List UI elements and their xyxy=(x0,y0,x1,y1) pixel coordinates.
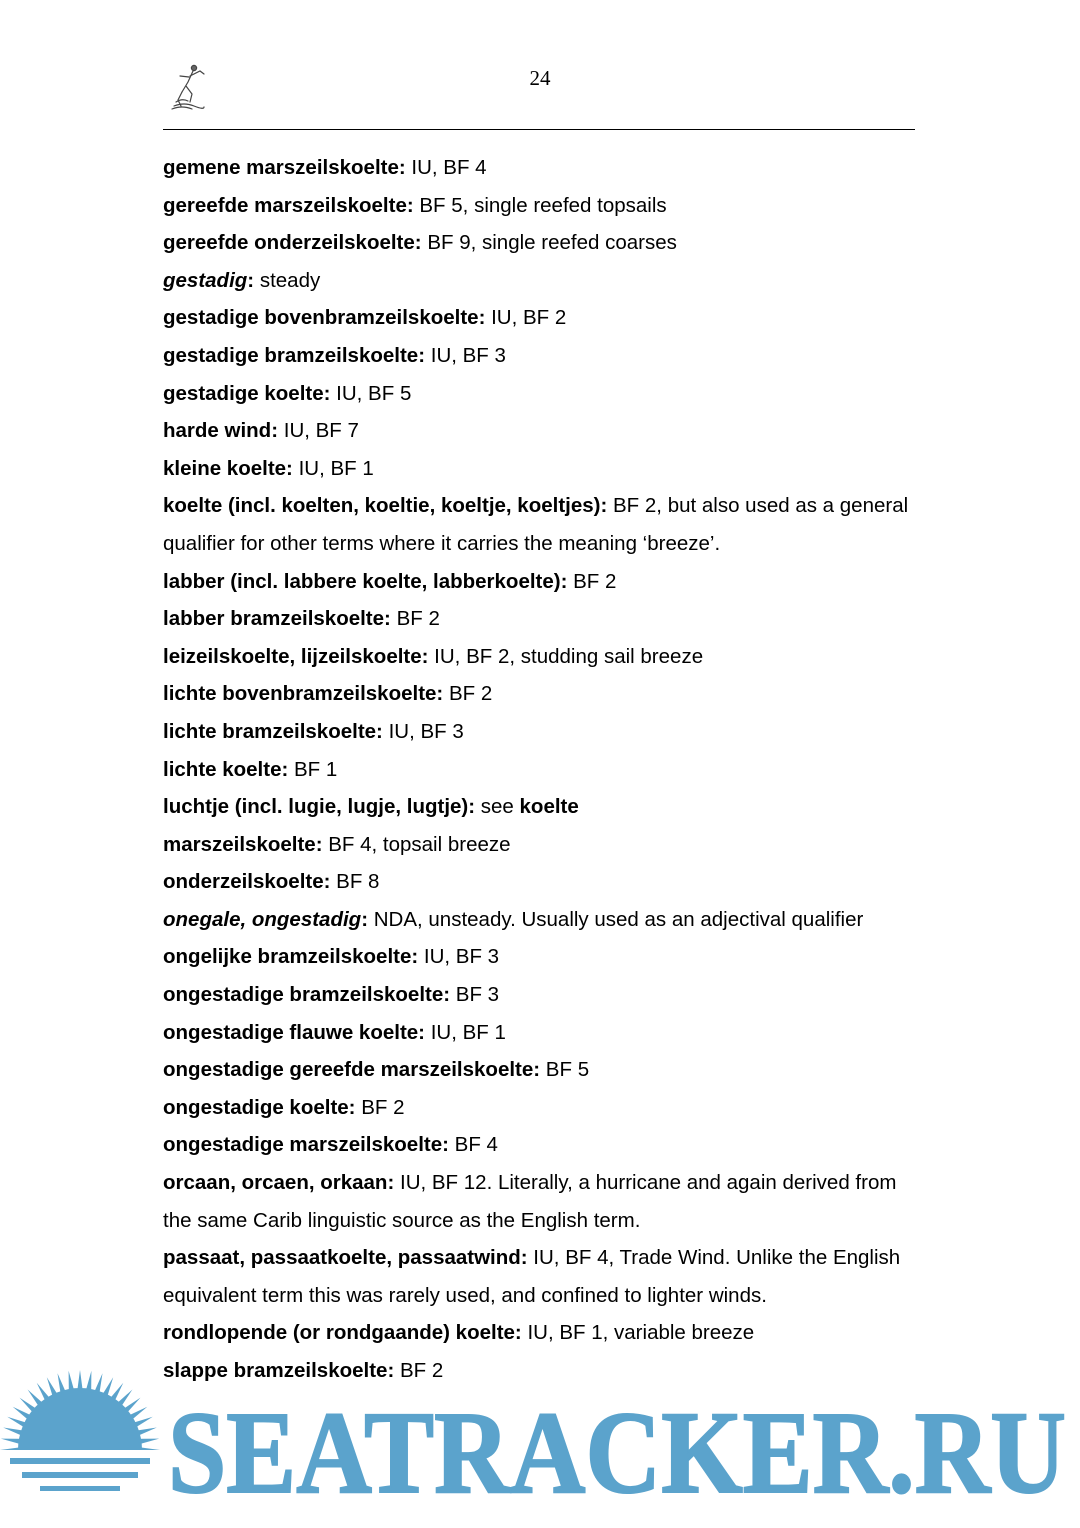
list-item xyxy=(163,1014,923,1052)
entry-description: IU, BF 1 xyxy=(425,1020,506,1044)
entry-term: labber bramzeilskoelte: xyxy=(163,607,391,631)
entry-term: orcaan, orcaen, orkaan: xyxy=(163,1171,395,1195)
entry-description: IU, BF 4, Trade Wind. Unlike the English equivalent term this was rarely used, and confined to lighter winds. xyxy=(163,1246,901,1307)
entry-description: IU, BF 12. Literally, a hurricane and again derived from the same Carib linguistic source as the English term. xyxy=(163,1171,897,1232)
entry-term: ongestadige flauwe koelte: xyxy=(163,1020,425,1044)
entry-description: BF 2, but also used as a general qualifier for other terms where it carries the meaning ‘breeze’. xyxy=(163,494,909,555)
list-item xyxy=(163,487,923,562)
entry-description: BF 2 xyxy=(443,682,493,706)
entry-description: BF 8 xyxy=(330,870,380,894)
entry-description: IU, BF 3 xyxy=(382,719,464,743)
entry-colon: : xyxy=(247,268,255,292)
entry-term: koelte (incl. koelten, koeltie, koeltje, koeltjes): xyxy=(163,494,608,518)
entry-colon: : xyxy=(361,907,369,931)
entry-term: onderzeilskoelte: xyxy=(163,870,331,894)
list-item xyxy=(163,1164,923,1239)
entry-term: ongelijke bramzeilskoelte: xyxy=(163,945,419,969)
watermark-banner xyxy=(0,1368,1080,1528)
sun-disc xyxy=(18,1388,142,1450)
entry-term: gereefde marszeilskoelte: xyxy=(163,193,414,217)
entry-term: marszeilskoelte: xyxy=(163,832,323,856)
entry-term: passaat, passaatkoelte, passaatwind: xyxy=(163,1246,528,1270)
entry-description: BF 3 xyxy=(450,983,500,1007)
entry-description: BF 1 xyxy=(288,757,338,781)
entry-description: IU, BF 2, studding sail breeze xyxy=(428,644,704,668)
entry-term: leizeilskoelte, lijzeilskoelte: xyxy=(163,644,429,668)
entry-term: lichte bramzeilskoelte: xyxy=(163,719,383,743)
list-item xyxy=(163,187,923,225)
entry-term: slappe bramzeilskoelte: xyxy=(163,1359,395,1382)
entry-description: BF 4 xyxy=(448,1133,498,1157)
entry-term: gestadig xyxy=(163,268,248,292)
list-item xyxy=(163,149,923,187)
header-rule xyxy=(163,129,915,130)
entry-description: BF 4, topsail breeze xyxy=(322,832,511,856)
list-item xyxy=(163,901,923,939)
entry-description: see xyxy=(475,795,520,819)
sea-line-1 xyxy=(10,1458,150,1464)
entry-description: IU, BF 7 xyxy=(278,419,359,443)
entry-term: gestadige koelte: xyxy=(163,381,331,405)
entry-description: BF 2 xyxy=(355,1095,405,1119)
list-item xyxy=(163,1126,923,1164)
entry-term: labber (incl. labbere koelte, labberkoelte): xyxy=(163,569,568,593)
list-item xyxy=(163,224,923,262)
list-item xyxy=(163,713,923,751)
entry-description: BF 5 xyxy=(540,1058,590,1082)
entry-description: IU, BF 2 xyxy=(485,306,567,330)
list-item xyxy=(163,1239,923,1314)
entry-description: steady xyxy=(254,268,321,292)
entry-description: IU, BF 5 xyxy=(330,381,412,405)
list-item xyxy=(163,262,923,300)
page-number: 24 xyxy=(529,66,551,90)
entry-term: ongestadige gereefde marszeilskoelte: xyxy=(163,1058,541,1082)
entry-term: gestadige bramzeilskoelte: xyxy=(163,343,426,367)
entry-term: gereefde onderzeilskoelte: xyxy=(163,231,422,255)
entry-term: ongestadige koelte: xyxy=(163,1095,356,1119)
entry-term: ongestadige bramzeilskoelte: xyxy=(163,983,451,1007)
list-item xyxy=(163,976,923,1014)
list-item xyxy=(163,600,923,638)
entry-description: IU, BF 4 xyxy=(405,156,487,179)
sea-line-2 xyxy=(22,1472,138,1478)
list-item xyxy=(163,299,923,337)
entry-description: IU, BF 3 xyxy=(418,945,500,969)
cross-reference: koelte xyxy=(519,795,579,819)
entry-description: IU, BF 1 xyxy=(292,456,374,480)
entry-description: BF 2 xyxy=(390,607,440,631)
entry-term: ongestadige marszeilskoelte: xyxy=(163,1133,449,1157)
list-item xyxy=(163,751,923,789)
entry-description: BF 9, single reefed coarses xyxy=(421,231,677,255)
sun-icon xyxy=(0,1370,160,1491)
list-item xyxy=(163,375,923,413)
entry-description: IU, BF 1, variable breeze xyxy=(521,1321,755,1345)
list-item xyxy=(163,938,923,976)
entry-term: onegale, ongestadig xyxy=(163,907,362,931)
list-item xyxy=(163,863,923,901)
list-item xyxy=(163,412,923,450)
entry-term: luchtje (incl. lugie, lugje, lugtje): xyxy=(163,795,476,819)
entry-term: lichte koelte: xyxy=(163,757,289,781)
watermark-text: SEATRACKER.RU xyxy=(168,1387,1066,1518)
glossary-list xyxy=(163,149,923,1390)
entry-description: IU, BF 3 xyxy=(425,343,506,367)
entry-description: BF 2 xyxy=(394,1359,444,1382)
list-item xyxy=(163,1314,923,1352)
list-item xyxy=(163,1089,923,1127)
list-item xyxy=(163,563,923,601)
sea-line-3 xyxy=(40,1486,120,1491)
entry-term: kleine koelte: xyxy=(163,456,293,480)
entry-term: harde wind: xyxy=(163,419,279,443)
list-item xyxy=(163,1051,923,1089)
sailor-figure-icon xyxy=(170,62,206,110)
entry-term: rondlopende (or rondgaande) koelte: xyxy=(163,1321,522,1345)
entry-term: gemene marszeilskoelte: xyxy=(163,156,406,179)
list-item xyxy=(163,450,923,488)
list-item xyxy=(163,675,923,713)
list-item xyxy=(163,638,923,676)
entry-term: gestadige bovenbramzeilskoelte: xyxy=(163,306,486,330)
list-item xyxy=(163,826,923,864)
entry-term: lichte bovenbramzeilskoelte: xyxy=(163,682,444,706)
list-item xyxy=(163,337,923,375)
entry-description: BF 2 xyxy=(567,569,617,593)
entry-description: BF 5, single reefed topsails xyxy=(413,193,667,217)
list-item xyxy=(163,788,923,826)
entry-description: NDA, unsteady. Usually used as an adjectival qualifier xyxy=(368,907,864,931)
